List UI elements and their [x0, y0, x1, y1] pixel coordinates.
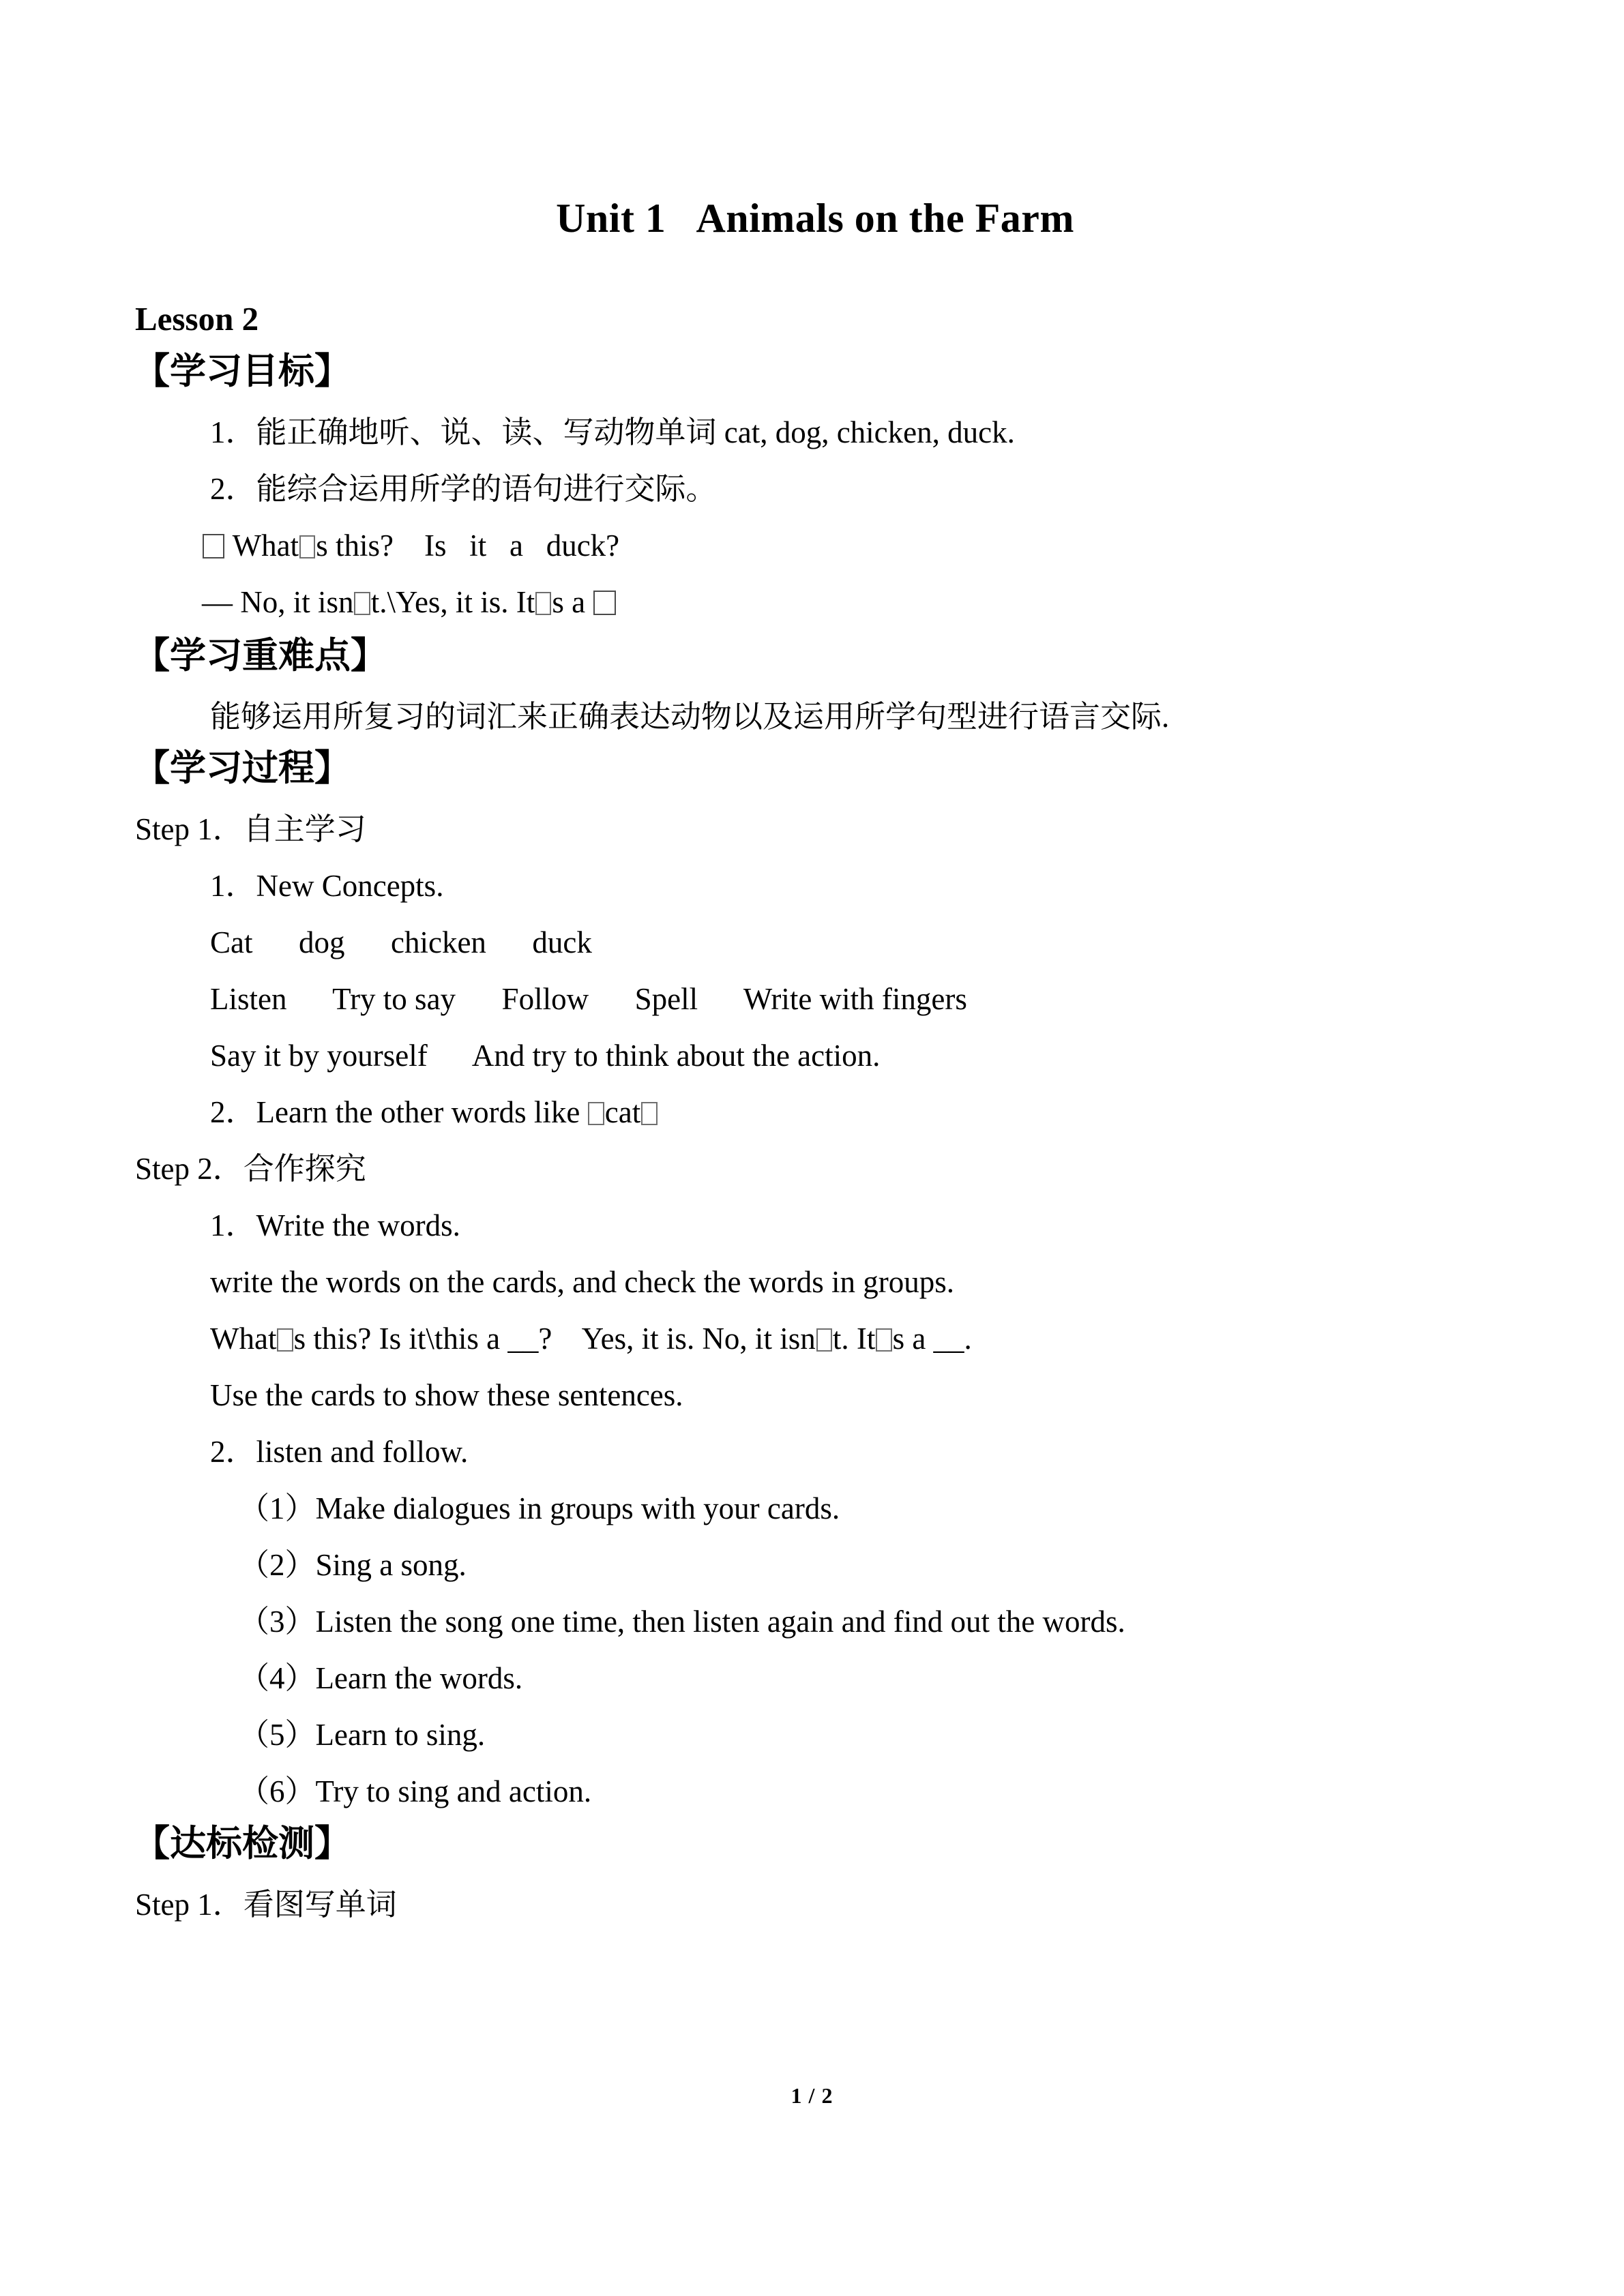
step-2-item-2: 2．listen and follow.: [210, 1435, 469, 1469]
page-footer: 1 / 2: [791, 2083, 833, 2108]
pattern-part-d: t. It: [832, 1322, 876, 1356]
step-2-sub-item-1: （1）Make dialogues in groups with your cards.: [239, 1491, 840, 1525]
dialogue-answer-dash: —: [202, 585, 233, 619]
pattern-part-b: s this? Is it\this a __? Yes, it is: [293, 1322, 687, 1356]
step-2-sub-item-5: （5）Learn to sing.: [239, 1718, 486, 1752]
section-heading-key-points: 【学习重难点】: [134, 636, 387, 676]
dialogue-answer-part-2: t.\Yes, it is. It: [370, 585, 535, 619]
dialogue-answer-part-1: No, it isn: [233, 585, 354, 619]
assessment-step-1: Step 1．看图写单词: [135, 1888, 397, 1922]
goal-dialogue-answer: [130, 561, 1501, 618]
section-heading-goals: 【学习目标】: [134, 352, 351, 391]
pattern-part-c: . No, it isn: [686, 1322, 816, 1356]
page-title: [130, 0, 1501, 239]
step-1-item-2-word: cat: [604, 1095, 641, 1129]
key-points-text: 能够运用所复习的词汇来正确表达动物以及运用所学句型进行语言交际.: [210, 700, 1170, 734]
goal-dialogue-question: [130, 505, 1501, 561]
missing-glyph-close-quote-icon: [641, 1102, 657, 1124]
step-2-sub-item-4: （4）Learn the words.: [239, 1661, 523, 1695]
step-2-line-1: write the words on the cards, and check the words in groups.: [210, 1265, 954, 1299]
missing-glyph-apostrophe-icon: [816, 1328, 832, 1351]
lesson-label: Lesson 2: [135, 300, 259, 338]
dialogue-question-part-2: s this? Is it a duck?: [316, 528, 620, 563]
step-2-sub-item-3: （3）Listen the song one time, then listen again and find out the words.: [239, 1605, 1125, 1639]
step-2-item-1: 1．Write the words.: [210, 1208, 460, 1242]
dialogue-answer-part-3: s a: [552, 585, 593, 619]
missing-glyph-apostrophe-icon: [277, 1328, 293, 1351]
step-2-line-2: Use the cards to show these sentences.: [210, 1378, 683, 1412]
step-2-sub-item-2: （2）Sing a song.: [239, 1548, 467, 1582]
pattern-part-a: What: [210, 1322, 277, 1356]
step-2-label: Step 2．合作探究: [135, 1152, 366, 1186]
step-1-item-2: [130, 1071, 1501, 1128]
missing-glyph-apostrophe-icon: [299, 535, 315, 558]
missing-glyph-open-quote-icon: [588, 1102, 604, 1124]
step-1-item-2-prefix: 2．Learn the other words like: [210, 1095, 588, 1129]
goal-item-2: 2．能综合运用所学的语句进行交际。: [210, 472, 717, 506]
missing-glyph-box-icon: [203, 534, 224, 558]
step-1-label: Step 1．自主学习: [135, 812, 366, 846]
step-1-self-practice-row: Say it by yourself And try to think about the action.: [210, 1039, 881, 1073]
missing-glyph-box-icon: [593, 591, 615, 615]
section-heading-assessment: 【达标检测】: [134, 1824, 351, 1864]
step-2-pattern-sentence: [130, 1298, 1501, 1354]
step-2-sub-item-6: （6）Try to sing and action.: [239, 1774, 592, 1808]
step-1-item-1: 1．New Concepts.: [210, 869, 444, 903]
title-unit: Unit 1: [556, 196, 666, 241]
dialogue-question-part-1: What: [225, 528, 299, 563]
section-heading-process: 【学习过程】: [134, 749, 351, 788]
step-1-actions-row: Listen Try to say Follow Spell Write with fingers: [210, 982, 967, 1016]
missing-glyph-apostrophe-icon: [354, 592, 370, 614]
missing-glyph-apostrophe-icon: [535, 592, 551, 614]
title-main: Animals on the Farm: [696, 196, 1074, 241]
pattern-part-e: s a __.: [892, 1322, 972, 1356]
page-content: [130, 0, 1501, 1920]
goal-item-1: 1．能正确地听、说、读、写动物单词 cat, dog, chicken, duck.: [210, 415, 1015, 449]
step-1-words-row: Cat dog chicken duck: [210, 925, 592, 959]
missing-glyph-apostrophe-icon: [876, 1328, 891, 1351]
